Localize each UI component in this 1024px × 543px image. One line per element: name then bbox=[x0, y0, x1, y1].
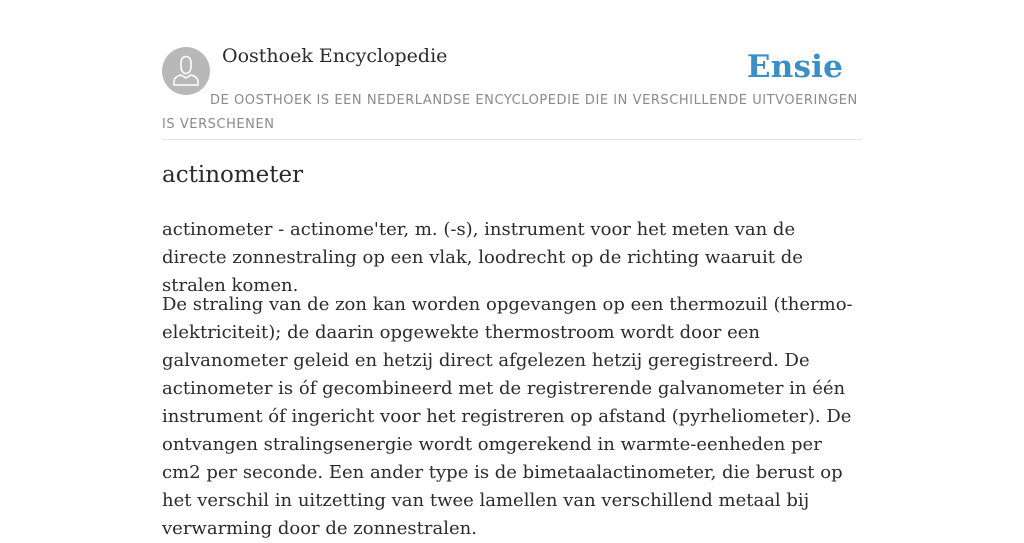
header-divider bbox=[162, 139, 862, 140]
source-name[interactable]: Oosthoek Encyclopedie bbox=[222, 45, 448, 67]
source-tagline: DE OOSTHOEK IS EEN NEDERLANDSE ENCYCLOPEDIE DIE IN VERSCHILLENDE UITVOERINGEN IS VERSCHENEN bbox=[162, 93, 858, 132]
article-paragraph: De straling van de zon kan worden opgevangen op een thermozuil (thermo-elektriciteit); de daarin opgewekte thermostroom wordt door een galvanometer geleid en hetzij direct afgelezen hetzij geregistreerd. De actinometer is óf gecombineerd met de registrerende galvanometer in één instrument óf ingericht voor het registreren op afstand (pyrheliometer). De ontvangen stralingsenergie wordt omgerekend in warmte-eenheden per cm2 per seconde. Een ander type is de bimetaalactinometer, die berust op het verschil in uitzetting van twee lamellen van verschillend metaal bij verwarming door de zonnestralen. bbox=[162, 294, 853, 539]
user-silhouette-icon[interactable] bbox=[162, 47, 210, 95]
brand-logo[interactable]: Ensie bbox=[746, 49, 843, 85]
article-paragraph: actinometer - actinome'ter, m. (-s), instrument voor het meten van de directe zonnestraling op een vlak, loodrecht op de richting waaruit de stralen komen. bbox=[162, 219, 803, 296]
article-title: actinometer bbox=[162, 162, 304, 188]
